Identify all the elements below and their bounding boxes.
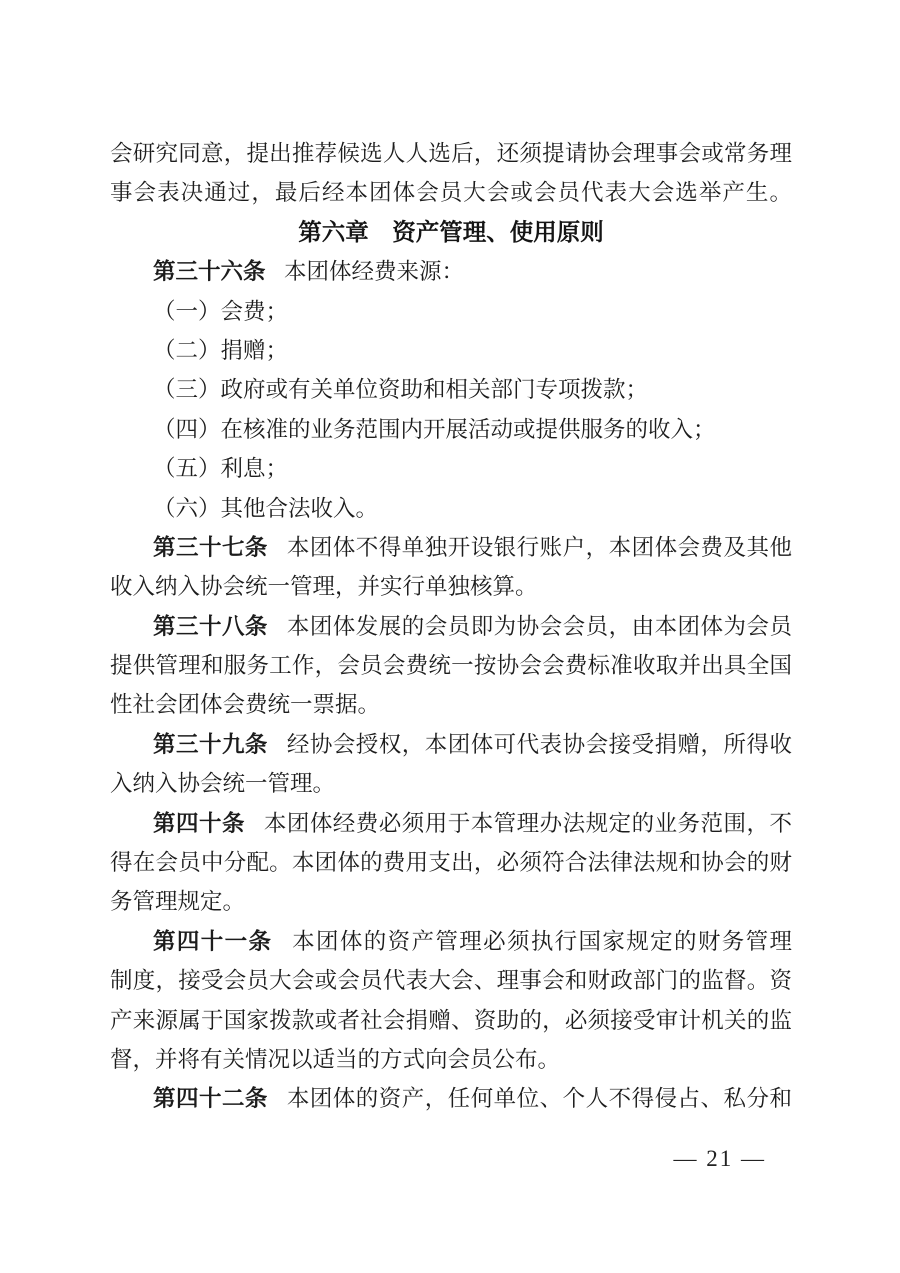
line-text: 本团体经费必须用于本管理办法规定的业务范围，不 <box>263 810 792 836</box>
page-number: — 21 — <box>673 1146 766 1171</box>
chapter-heading <box>110 213 792 252</box>
text-line <box>110 882 792 921</box>
line-text: 第六章 资产管理、使用原则 <box>298 218 604 245</box>
text-line <box>110 685 792 724</box>
article-line <box>110 725 792 764</box>
article-line <box>110 528 792 567</box>
line-text: （一）会费； <box>153 298 289 324</box>
line-text: 提供管理和服务工作，会员会费统一按协会会费标准收取并出具全国 <box>110 653 792 679</box>
text-line <box>110 173 792 212</box>
text-line <box>110 646 792 685</box>
article-number: 第四十二条 <box>153 1086 268 1112</box>
text-line <box>110 1001 792 1040</box>
article-line <box>110 607 792 646</box>
text-line <box>110 292 792 331</box>
line-text: 本团体的资产，任何单位、个人不得侵占、私分和 <box>286 1086 792 1112</box>
article-number: 第四十条 <box>153 810 245 836</box>
text-line <box>110 331 792 370</box>
line-text: 本团体的资产管理必须执行国家规定的财务管理 <box>290 928 792 954</box>
line-text: （四）在核准的业务范围内开展活动或提供服务的收入； <box>153 416 716 442</box>
line-text: 本团体经费来源： <box>283 259 464 285</box>
text-line <box>110 449 792 488</box>
text-line <box>110 764 792 803</box>
line-text: （二）捐赠； <box>153 337 289 363</box>
article-line <box>110 1079 792 1118</box>
line-text: 性社会团体会费统一票据。 <box>110 692 381 718</box>
line-text: 督，并将有关情况以适当的方式向会员公布。 <box>110 1046 561 1072</box>
line-text: 入纳入协会统一管理。 <box>110 771 336 797</box>
article-line <box>110 922 792 961</box>
line-text: （三）政府或有关单位资助和相关部门专项拨款； <box>153 377 649 403</box>
line-text: （六）其他合法收入。 <box>153 495 379 521</box>
line-text: （五）利息； <box>153 456 289 482</box>
article-line <box>110 252 792 291</box>
text-line <box>110 489 792 528</box>
article-number: 第三十九条 <box>153 731 268 757</box>
text-line <box>110 961 792 1000</box>
line-text: 制度，接受会员大会或会员代表大会、理事会和财政部门的监督。资 <box>110 968 792 994</box>
document-body <box>110 134 792 1119</box>
text-line <box>110 370 792 409</box>
text-line <box>110 134 792 173</box>
article-number: 第三十七条 <box>153 534 268 560</box>
line-text: 产来源属于国家拨款或者社会捐赠、资助的，必须接受审计机关的监 <box>110 1007 792 1033</box>
line-text: 收入纳入协会统一管理，并实行单独核算。 <box>110 574 538 600</box>
text-line <box>110 1040 792 1079</box>
line-text: 得在会员中分配。本团体的费用支出，必须符合法律法规和协会的财 <box>110 850 792 876</box>
line-text: 本团体发展的会员即为协会会员，由本团体为会员 <box>286 613 792 639</box>
text-line <box>110 410 792 449</box>
line-text: 务管理规定。 <box>110 889 246 915</box>
line-text: 经协会授权，本团体可代表协会接受捐赠，所得收 <box>286 731 792 757</box>
line-text: 本团体不得单独开设银行账户，本团体会费及其他 <box>286 534 792 560</box>
article-line <box>110 804 792 843</box>
text-line <box>110 567 792 606</box>
article-number: 第三十八条 <box>153 613 268 639</box>
line-text: 会研究同意，提出推荐候选人人选后，还须提请协会理事会或常务理 <box>110 141 792 166</box>
article-number: 第四十一条 <box>153 928 273 954</box>
text-line <box>110 843 792 882</box>
line-text: 事会表决通过，最后经本团体会员大会或会员代表大会选举产生。 <box>110 180 792 206</box>
article-number: 第三十六条 <box>153 259 266 285</box>
